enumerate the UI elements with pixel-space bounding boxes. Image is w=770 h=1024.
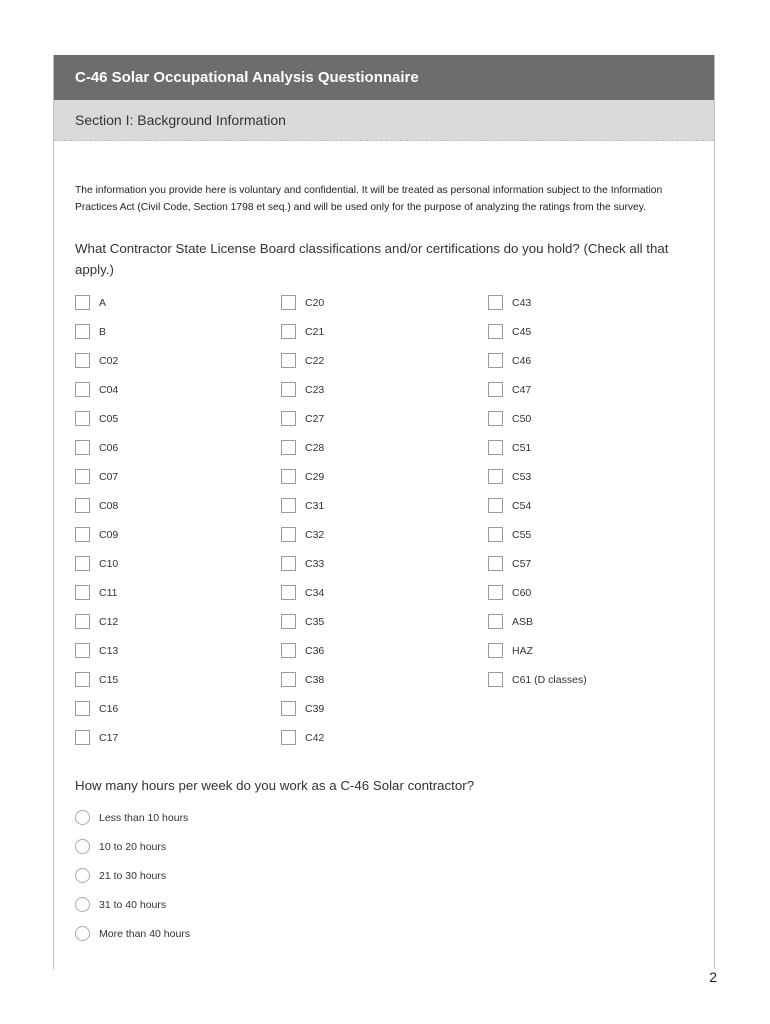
classification-option[interactable] bbox=[488, 346, 587, 375]
classification-option[interactable] bbox=[75, 491, 118, 520]
classification-option[interactable] bbox=[281, 694, 324, 723]
classification-option[interactable] bbox=[75, 317, 118, 346]
checkbox[interactable] bbox=[488, 498, 503, 513]
checkbox[interactable] bbox=[75, 498, 90, 513]
checkbox[interactable] bbox=[281, 382, 296, 397]
checkbox[interactable] bbox=[281, 701, 296, 716]
checkbox[interactable] bbox=[75, 382, 90, 397]
form-title: C-46 Solar Occupational Analysis Questionnaire bbox=[54, 55, 714, 100]
classification-option[interactable] bbox=[281, 288, 324, 317]
classification-option[interactable] bbox=[75, 549, 118, 578]
checkbox-label: C13 bbox=[99, 644, 119, 657]
checkbox[interactable] bbox=[75, 295, 90, 310]
checkbox-label: C35 bbox=[305, 615, 325, 628]
classification-option[interactable] bbox=[281, 346, 324, 375]
classification-option[interactable] bbox=[75, 578, 118, 607]
checkbox[interactable] bbox=[75, 643, 90, 658]
classification-option[interactable] bbox=[75, 375, 118, 404]
checkbox-label: C20 bbox=[305, 296, 325, 309]
classification-option[interactable] bbox=[488, 636, 587, 665]
checkbox[interactable] bbox=[281, 643, 296, 658]
checkbox-column-2 bbox=[281, 288, 324, 752]
classification-option[interactable] bbox=[75, 694, 118, 723]
checkbox[interactable] bbox=[488, 469, 503, 484]
checkbox-label: C07 bbox=[99, 470, 119, 483]
hours-option[interactable] bbox=[75, 861, 190, 890]
radio-label: More than 40 hours bbox=[99, 927, 191, 940]
checkbox-label: A bbox=[99, 296, 107, 309]
checkbox-label: C33 bbox=[305, 557, 325, 570]
checkbox-label: C43 bbox=[512, 296, 532, 309]
checkbox-label: C29 bbox=[305, 470, 325, 483]
checkbox[interactable] bbox=[75, 614, 90, 629]
checkbox-column-1 bbox=[75, 288, 118, 752]
checkbox[interactable] bbox=[488, 556, 503, 571]
radio-button[interactable] bbox=[75, 868, 90, 883]
checkbox[interactable] bbox=[75, 440, 90, 455]
classification-option[interactable] bbox=[281, 462, 324, 491]
checkbox[interactable] bbox=[488, 643, 503, 658]
checkbox[interactable] bbox=[75, 411, 90, 426]
checkbox-label: B bbox=[99, 325, 107, 338]
checkbox[interactable] bbox=[281, 527, 296, 542]
radio-button[interactable] bbox=[75, 926, 90, 941]
checkbox[interactable] bbox=[488, 382, 503, 397]
classification-option[interactable] bbox=[488, 549, 587, 578]
classification-option[interactable] bbox=[75, 346, 118, 375]
checkbox[interactable] bbox=[281, 440, 296, 455]
classification-option[interactable] bbox=[281, 549, 324, 578]
classification-option[interactable] bbox=[488, 433, 587, 462]
hours-option[interactable] bbox=[75, 832, 190, 861]
checkbox[interactable] bbox=[488, 672, 503, 687]
classification-option[interactable] bbox=[75, 636, 118, 665]
checkbox[interactable] bbox=[75, 730, 90, 745]
checkbox-label: C15 bbox=[99, 673, 119, 686]
checkbox[interactable] bbox=[281, 324, 296, 339]
classification-option[interactable] bbox=[488, 288, 587, 317]
classification-option[interactable] bbox=[75, 433, 118, 462]
checkbox-label: C04 bbox=[99, 383, 119, 396]
radio-button[interactable] bbox=[75, 897, 90, 912]
classification-option[interactable] bbox=[488, 607, 587, 636]
classification-option[interactable] bbox=[488, 520, 587, 549]
checkbox-label: C16 bbox=[99, 702, 119, 715]
checkbox[interactable] bbox=[281, 411, 296, 426]
classification-option[interactable] bbox=[75, 404, 118, 433]
checkbox-label: C10 bbox=[99, 557, 119, 570]
checkbox-label: C50 bbox=[512, 412, 532, 425]
checkbox-label: C11 bbox=[99, 586, 118, 599]
checkbox[interactable] bbox=[281, 295, 296, 310]
checkbox[interactable] bbox=[488, 527, 503, 542]
checkbox[interactable] bbox=[488, 295, 503, 310]
checkbox[interactable] bbox=[281, 614, 296, 629]
question-hours: How many hours per week do you work as a C-46 Solar contractor? bbox=[75, 778, 475, 793]
radio-label: Less than 10 hours bbox=[99, 811, 189, 824]
checkbox[interactable] bbox=[281, 730, 296, 745]
checkbox-label: ASB bbox=[512, 615, 534, 628]
checkbox[interactable] bbox=[281, 672, 296, 687]
questionnaire-card bbox=[53, 55, 715, 969]
checkbox-label: C09 bbox=[99, 528, 119, 541]
radio-button[interactable] bbox=[75, 839, 90, 854]
page-number: 2 bbox=[709, 969, 717, 985]
classification-option[interactable] bbox=[281, 607, 324, 636]
checkbox[interactable] bbox=[488, 585, 503, 600]
classification-option[interactable] bbox=[488, 462, 587, 491]
classification-option[interactable] bbox=[75, 665, 118, 694]
checkbox-label: C53 bbox=[512, 470, 532, 483]
checkbox[interactable] bbox=[75, 469, 90, 484]
classification-option[interactable] bbox=[281, 404, 324, 433]
checkbox-label: C05 bbox=[99, 412, 119, 425]
radio-label: 31 to 40 hours bbox=[99, 898, 167, 911]
checkbox-label: C39 bbox=[305, 702, 325, 715]
checkbox-column-3 bbox=[488, 288, 587, 694]
checkbox-label: C34 bbox=[305, 586, 325, 599]
checkbox[interactable] bbox=[75, 585, 90, 600]
checkbox-label: C17 bbox=[99, 731, 119, 744]
classification-option[interactable] bbox=[75, 607, 118, 636]
classification-option[interactable] bbox=[281, 636, 324, 665]
classification-option[interactable] bbox=[488, 375, 587, 404]
checkbox[interactable] bbox=[75, 527, 90, 542]
checkbox[interactable] bbox=[281, 353, 296, 368]
checkbox[interactable] bbox=[281, 498, 296, 513]
checkbox-label: C08 bbox=[99, 499, 119, 512]
classification-option[interactable] bbox=[488, 665, 587, 694]
checkbox-label: C36 bbox=[305, 644, 325, 657]
checkbox-label: C02 bbox=[99, 354, 119, 367]
classification-option[interactable] bbox=[281, 578, 324, 607]
checkbox-label: C27 bbox=[305, 412, 325, 425]
checkbox[interactable] bbox=[488, 324, 503, 339]
checkbox[interactable] bbox=[75, 353, 90, 368]
classification-option[interactable] bbox=[488, 491, 587, 520]
radio-button[interactable] bbox=[75, 810, 90, 825]
radio-label: 21 to 30 hours bbox=[99, 869, 167, 882]
checkbox[interactable] bbox=[281, 556, 296, 571]
privacy-notice: The information you provide here is voluntary and confidential. It will be treated as personal information subject to the Information Practices Act (Civil Code, Section 1798 et seq.) and will be used only for the purpose of analyzing the ratings from the survey. bbox=[75, 185, 663, 213]
checkbox-label: C45 bbox=[512, 325, 532, 338]
checkbox-label: C47 bbox=[512, 383, 532, 396]
checkbox-label: C12 bbox=[99, 615, 119, 628]
checkbox-label: HAZ bbox=[512, 644, 533, 657]
checkbox-label: C28 bbox=[305, 441, 325, 454]
classification-option[interactable] bbox=[75, 723, 118, 752]
checkbox-label: C46 bbox=[512, 354, 532, 367]
classification-option[interactable] bbox=[75, 520, 118, 549]
checkbox-label: C31 bbox=[305, 499, 325, 512]
hours-radio-group bbox=[75, 803, 190, 948]
checkbox[interactable] bbox=[488, 614, 503, 629]
hours-option[interactable] bbox=[75, 890, 190, 919]
classification-option[interactable] bbox=[281, 665, 324, 694]
checkbox-label: C54 bbox=[512, 499, 532, 512]
question-classifications: What Contractor State License Board classifications and/or certifications do you hold? (Check all that apply.) bbox=[75, 241, 669, 277]
checkbox[interactable] bbox=[75, 556, 90, 571]
section-header: Section I: Background Information bbox=[54, 100, 714, 141]
classification-option[interactable] bbox=[488, 578, 587, 607]
checkbox-label: C06 bbox=[99, 441, 119, 454]
checkbox-label: C32 bbox=[305, 528, 325, 541]
checkbox[interactable] bbox=[488, 411, 503, 426]
checkbox[interactable] bbox=[281, 469, 296, 484]
checkbox-label: C38 bbox=[305, 673, 325, 686]
checkbox[interactable] bbox=[281, 585, 296, 600]
checkbox[interactable] bbox=[75, 701, 90, 716]
checkbox-label: C57 bbox=[512, 557, 532, 570]
checkbox-label: C60 bbox=[512, 586, 532, 599]
classification-option[interactable] bbox=[281, 375, 324, 404]
classification-option[interactable] bbox=[75, 462, 118, 491]
hours-option[interactable] bbox=[75, 919, 190, 948]
checkbox-label: C55 bbox=[512, 528, 532, 541]
radio-label: 10 to 20 hours bbox=[99, 840, 167, 853]
checkbox[interactable] bbox=[488, 440, 503, 455]
classification-option[interactable] bbox=[281, 491, 324, 520]
checkbox-label: C51 bbox=[512, 441, 532, 454]
checkbox[interactable] bbox=[75, 672, 90, 687]
checkbox[interactable] bbox=[488, 353, 503, 368]
hours-option[interactable] bbox=[75, 803, 190, 832]
checkbox-label: C23 bbox=[305, 383, 325, 396]
classification-option[interactable] bbox=[281, 317, 324, 346]
classification-option[interactable] bbox=[281, 433, 324, 462]
classification-option[interactable] bbox=[488, 404, 587, 433]
checkbox-label: C61 (D classes) bbox=[512, 673, 587, 686]
classification-option[interactable] bbox=[488, 317, 587, 346]
classification-option[interactable] bbox=[75, 288, 118, 317]
checkbox-label: C21 bbox=[305, 325, 325, 338]
classification-option[interactable] bbox=[281, 520, 324, 549]
checkbox-label: C22 bbox=[305, 354, 325, 367]
classification-option[interactable] bbox=[281, 723, 324, 752]
checkbox-label: C42 bbox=[305, 731, 325, 744]
checkbox[interactable] bbox=[75, 324, 90, 339]
